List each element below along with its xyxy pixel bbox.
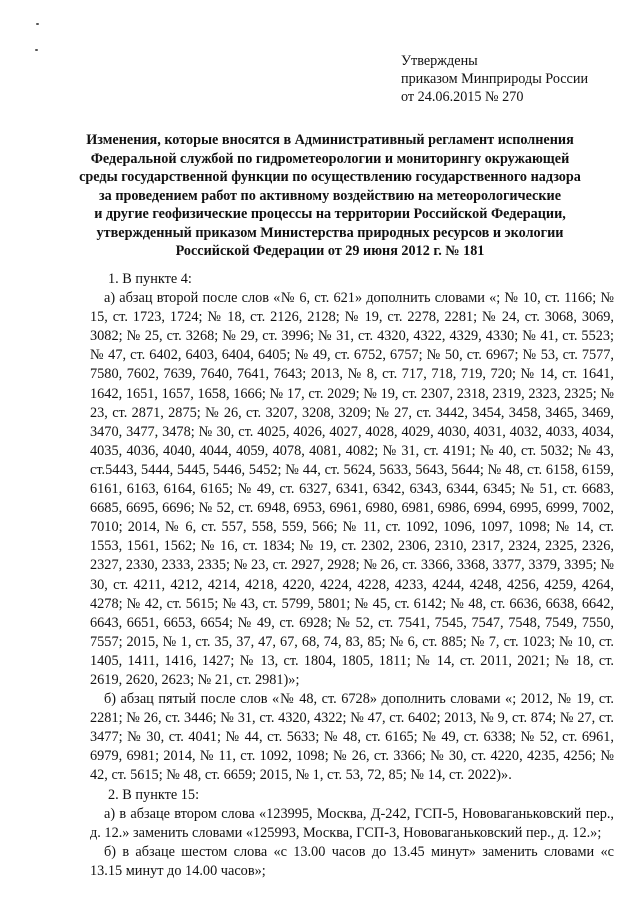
item-heading: 2. В пункте 15: — [108, 786, 200, 803]
approval-line: Утверждены — [401, 53, 478, 69]
document-body — [90, 270, 614, 881]
paragraph: б) абзац пятый после слов «№ 48, ст. 6728» дополнить словами «; 2012, № 19, ст. 2281; № 26, ст. 3446; № 31, ст. 4320, 4322; № 47, ст. 6402; 2013, № 9, ст. 874; № 27, ст. 3477; № 30, ст. 4041; № 44, ст. 5633; № 48, ст. 6165; № 49, ст. 6338; № 52, ст. 6961, 6979, 6981; 2014, № 11, ст. 1092, 1098; № 26, ст. 3366; № 30, ст. 4220, 4235, 4256; № 42, ст. 5615; № 48, ст. 6659; 2015, № 1, ст. 53, 72, 85; № 14, ст. 2022)». — [90, 691, 614, 784]
scan-mark — [35, 49, 38, 51]
title-line: Федеральной службой по гидрометеорологии и мониторингу окружающей — [90, 150, 570, 167]
title-line: и другие геофизические процессы на территории Российской Федерации, — [94, 206, 566, 222]
title-line: утвержденный приказом Министерства природных ресурсов и экологии — [96, 224, 564, 241]
scan-mark — [36, 23, 39, 25]
paragraph: а) в абзаце втором слова «123995, Москва, Д-242, ГСП-5, Нововаганьковский пер., д. 12.» заменить словами «125993, Москва, ГСП-3, Нововаганьковский пер., д. 12.»; — [90, 805, 614, 841]
title-line: Изменения, которые вносятся в Административный регламент исполнения — [86, 132, 574, 148]
document-title — [60, 131, 600, 261]
title-line: за проведением работ по активному воздействию на метеорологические — [98, 187, 561, 204]
title-line: среды государственной функции по осуществлению государственного надзора — [79, 169, 581, 185]
paragraph: б) в абзаце шестом слова «с 13.00 часов до 13.45 минут» заменить словами «с 13.15 минут до 14.00 часов»; — [90, 843, 614, 879]
approval-line: от 24.06.2015 № 270 — [401, 89, 524, 105]
paragraph: а) абзац второй после слов «№ 6, ст. 621» дополнить словами «; № 10, ст. 1166; № 15, ст. 1723, 1724; № 18, ст. 2126, 2128; № 19, ст. 2278, 2281; № 24, ст. 3068, 3069, 3082; № 25, ст. 3268; № 29, ст. 3996; № 31, ст. 4320, 4322, 4329, 4330; № 41, ст. 5523; № 47, ст. 6402, 6403, 6404, 6405; № 49, ст. 6752, 6757; № 50, ст. 6967; № 53, ст. 7577, 7580, 7602, 7639, 7640, 7641, 7643; 2013, № 8, ст. 717, 718, 719, 720; № 14, ст. 1641, 1642, 1651, 1657, 1658, 1666; № 17, ст. 2029; № 19, ст. 2307, 2318, 2319, 2323, 2325; № 23, ст. 2871, 2875; № 26, ст. 3207, 3208, 3209; № 27, ст. 3442, 3454, 3458, 3465, 3469, 3470, 3477, 3478; № 30, ст. 4025, 4026, 4027, 4028, 4029, 4030, 4031, 4032, 4033, 4034, 4035, 4036, 4040, 4044, 4059, 4078, 4081, 4082; № 31, ст. 4191; № 40, ст. 5032; № 43, ст.5443, 5444, 5445, 5446, 5452; № 44, ст. 5624, 5633, 5643, 5644; № 48, ст. 6158, 6159, 6161, 6163, 6164, 6165; № 49, ст. 6327, 6341, 6342, 6343, 6344, 6345; № 51, ст. 6683, 6685, 6695, 6696; № 52, ст. 6948, 6953, 6961, 6980, 6981, 6986, 6994, 6995, 6999, 7002, 7010; 2014, № 6, ст. 557, 558, 559, 566; № 11, ст. 1092, 1096, 1097, 1098; № 14, ст. 1553, 1561, 1562; № 16, ст. 1834; № 19, ст. 2302, 2306, 2310, 2317, 2324, 2325, 2326, 2327, 2330, 2333, 2335; № 23, ст. 2927, 2928; № 26, ст. 3366, 3368, 3377, 3379, 3395; № 30, ст. 4211, 4212, 4214, 4218, 4220, 4224, 4228, 4233, 4244, 4248, 4256, 4259, 4264, 4278; № 42, ст. 5615; № 43, ст. 5799, 5801; № 45, ст. 6142; № 48, ст. 6636, 6638, 6642, 6643, 6651, 6653, 6654; № 49, ст. 6928; № 52, ст. 7541, 7545, 7547, 7548, 7549, 7550, 7557; 2015, № 1, ст. 35, 37, 47, 67, 68, 74, 83, 85; № 6, ст. 885; № 7, ст. 1023; № 10, ст. 1405, 1411, 1416, 1427; № 13, ст. 1804, 1805, 1811; № 14, ст. 2011, 2021; № 18, ст. 2619, 2620, 2623; № 21, ст. 2981)»; — [90, 290, 614, 688]
approval-line: приказом Минприроды России — [401, 71, 589, 87]
item-heading: 1. В пункте 4: — [108, 271, 192, 287]
approval-stamp — [401, 52, 588, 106]
title-line: Российской Федерации от 29 июня 2012 г. № 181 — [175, 243, 485, 259]
